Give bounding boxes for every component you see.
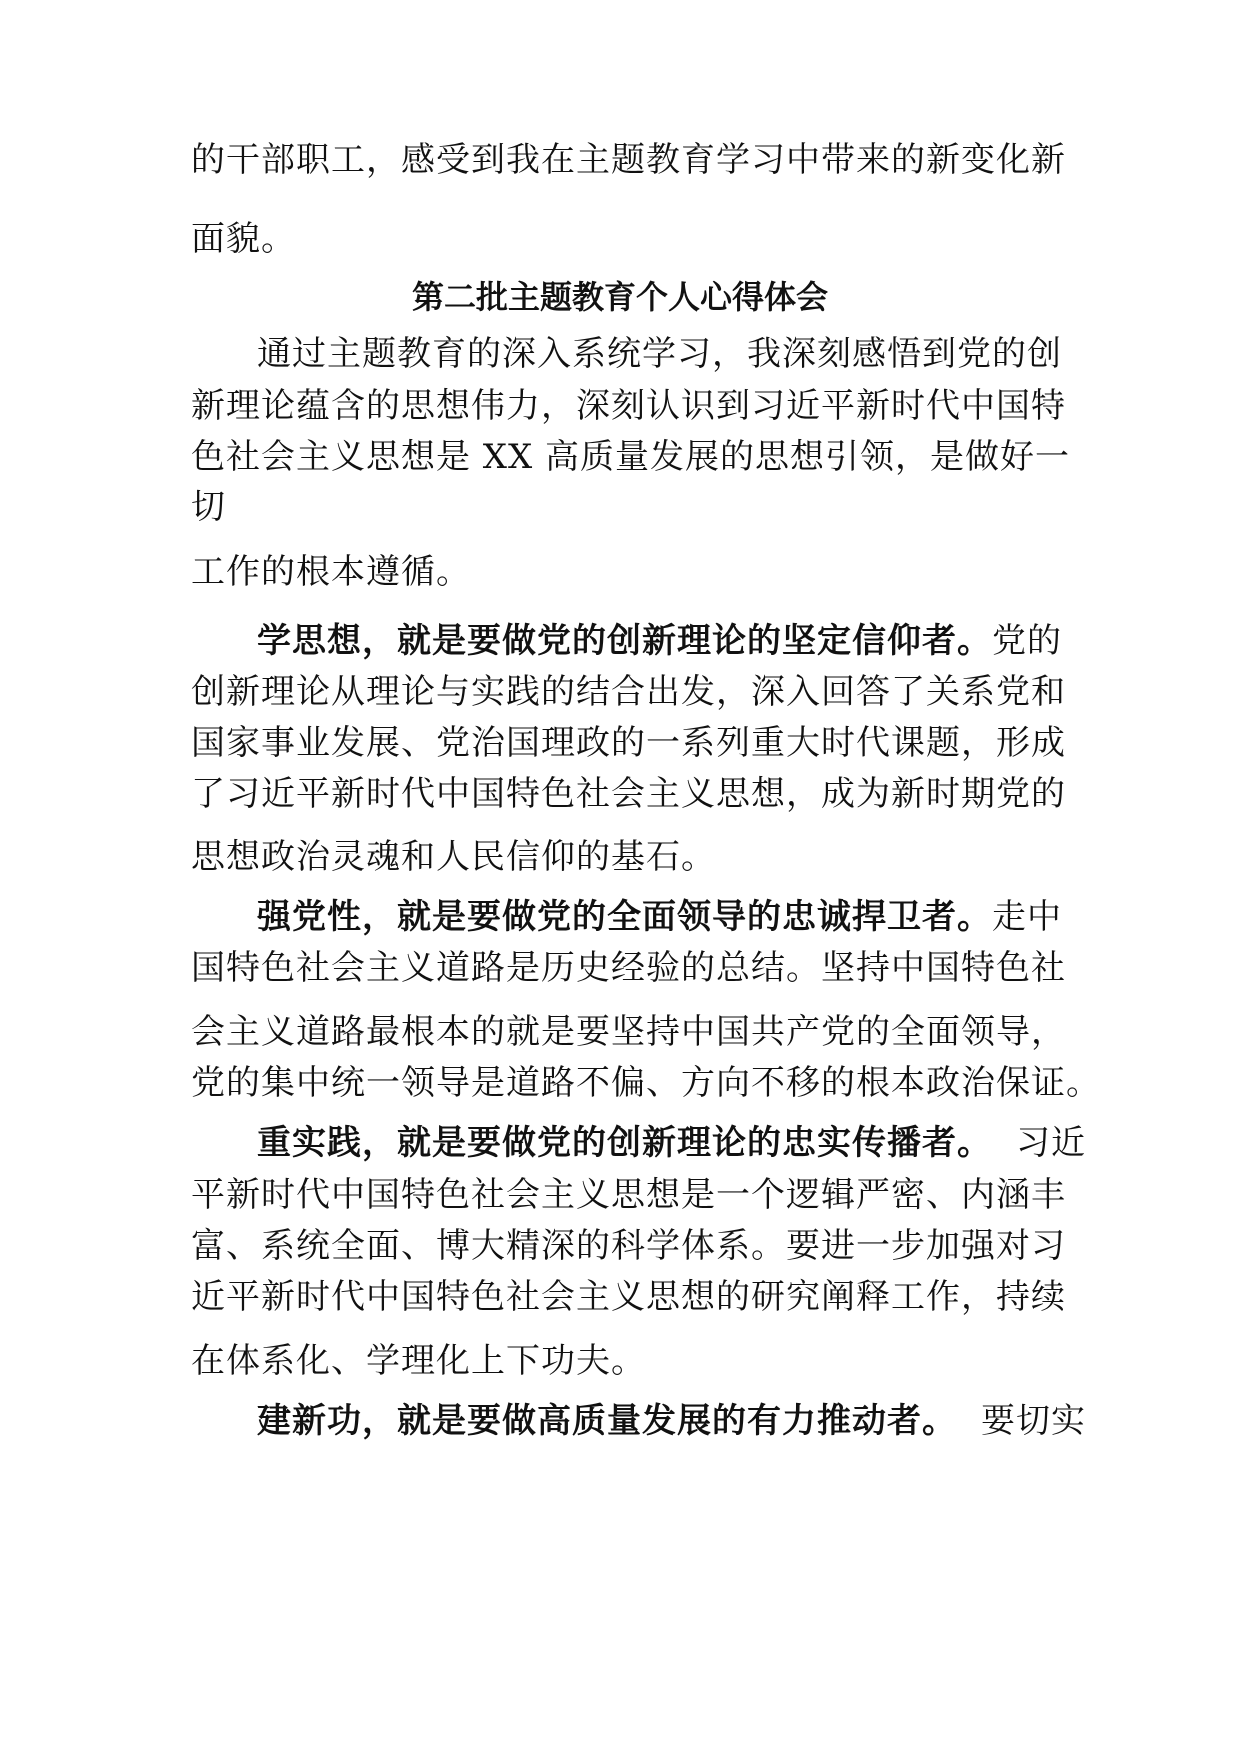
section-heading: 学思想，就是要做党的创新理论的坚定信仰者。 [257,621,992,661]
paragraph-line: 在体系化、学理化上下功夫。 [191,1341,646,1381]
paragraph-line: 富、系统全面、博大精深的科学体系。要进一步加强对习 [191,1226,1066,1266]
paragraph-line: 新理论蕴含的思想伟力，深刻认识到习近平新时代中国特 [191,386,1066,426]
section-first-line [257,621,1062,661]
section-heading: 强党性，就是要做党的全面领导的忠诚捍卫者。 [257,897,992,937]
section-heading: 建新功，就是要做高质量发展的有力推动者。 [257,1401,957,1441]
paragraph-line: 国特色社会主义道路是历史经验的总结。坚持中国特色社 [191,948,1066,988]
paragraph-line: 平新时代中国特色社会主义思想是一个逻辑严密、内涵丰 [191,1175,1066,1215]
paragraph-line: 的干部职工，感受到我在主题教育学习中带来的新变化新 [191,140,1066,180]
paragraph-line: 思想政治灵魂和人民信仰的基石。 [191,837,716,877]
paragraph-text: 习近 [1016,1123,1086,1163]
paragraph-line: 国家事业发展、党治国理政的一系列重大时代课题，形成 [191,723,1066,763]
paragraph-line: 切 [191,487,226,527]
paragraph-line: 会主义道路最根本的就是要坚持中国共产党的全面领导， [191,1012,1066,1052]
paragraph-line: 色社会主义思想是 XX 高质量发展的思想引领，是做好一 [191,437,1071,477]
paragraph-text: 要切实 [981,1401,1086,1441]
paragraph-line: 近平新时代中国特色社会主义思想的研究阐释工作，持续 [191,1277,1066,1317]
paragraph-line: 党的集中统一领导是道路不偏、方向不移的根本政治保证。 [191,1063,1101,1103]
paragraph-line: 工作的根本遵循。 [191,552,471,592]
section-first-line [257,1123,1086,1163]
section-first-line [257,897,1062,937]
paragraph-line: 面貌。 [191,219,296,259]
paragraph-line: 了习近平新时代中国特色社会主义思想，成为新时期党的 [191,774,1066,814]
paragraph-text: 走中 [992,897,1062,937]
section-first-line [257,1401,1086,1441]
paragraph-line: 通过主题教育的深入系统学习，我深刻感悟到党的创 [257,334,1062,374]
document-title: 第二批主题教育个人心得体会 [411,278,828,316]
section-heading: 重实践，就是要做党的创新理论的忠实传播者。 [257,1123,992,1163]
paragraph-line: 创新理论从理论与实践的结合出发，深入回答了关系党和 [191,672,1066,712]
paragraph-text: 党的 [992,621,1062,661]
